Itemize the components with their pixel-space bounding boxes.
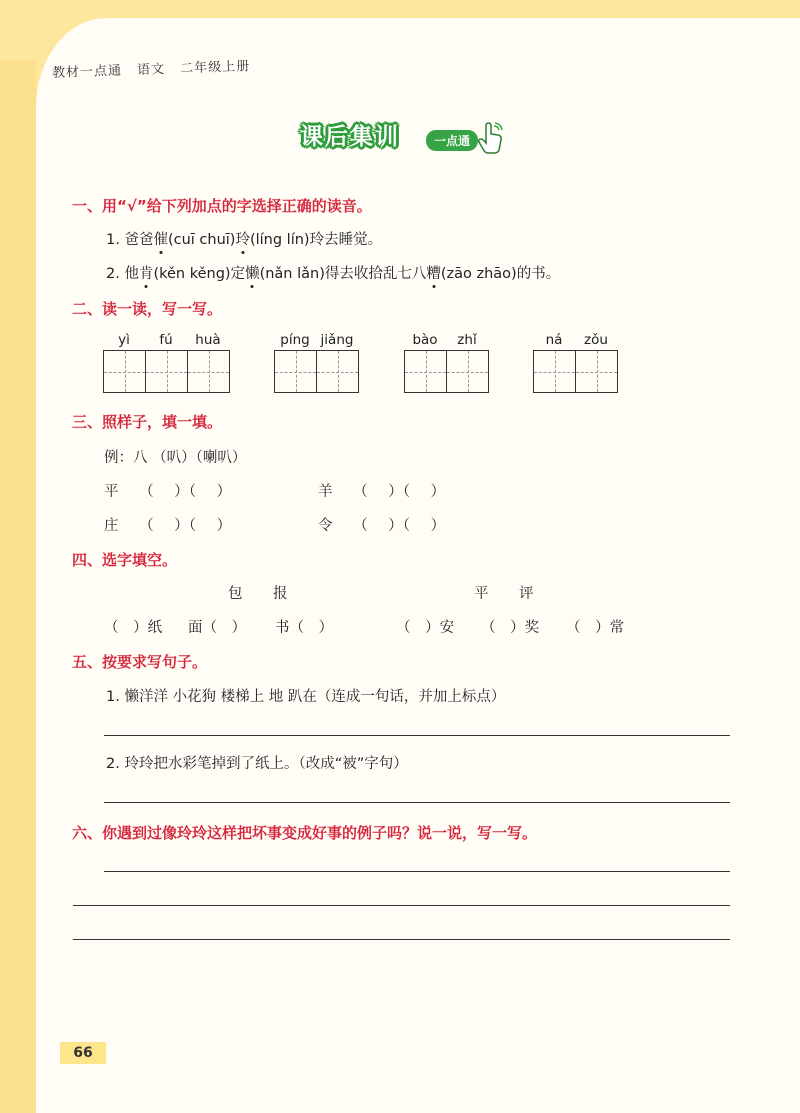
writing-grid-3 bbox=[404, 332, 488, 393]
pinyin-label: zhǐ bbox=[457, 332, 477, 348]
s1-q2-dotted-char: 肯 bbox=[138, 266, 154, 282]
answer-line[interactable] bbox=[73, 939, 730, 940]
pinyin-label: zǒu bbox=[584, 332, 608, 348]
s1-q2-pinyin-2: (nǎn lǎn)得去收拾乱七八 bbox=[259, 266, 427, 282]
s1-q2-dotted-char-2: 懒 bbox=[245, 266, 260, 282]
banner-title: 课后集训 bbox=[300, 124, 400, 150]
section-2-title: 二、读一读，写一写。 bbox=[72, 300, 223, 318]
fill-blank-item: （ ）常 bbox=[566, 620, 625, 636]
page-edge-stripe bbox=[0, 60, 36, 1113]
s5-question-1: 1. 懒洋洋 小花狗 楼梯上 地 趴在（连成一句话，并加上标点） bbox=[106, 689, 506, 705]
subject-label: 语文 bbox=[136, 62, 166, 79]
s5-question-2: 2. 玲玲把水彩笔掉到了纸上。（改成“被”字句） bbox=[106, 756, 408, 772]
grade-label: 二年级上册 bbox=[180, 59, 251, 77]
writing-box[interactable] bbox=[446, 350, 489, 393]
section-banner bbox=[300, 112, 510, 162]
answer-line[interactable] bbox=[104, 735, 730, 736]
section-4-title: 四、选字填空。 bbox=[72, 551, 178, 569]
writing-box[interactable] bbox=[103, 350, 146, 393]
s1-q2-part-a: 2. 他 bbox=[106, 266, 139, 282]
writing-grid-4 bbox=[533, 332, 617, 393]
section-5-title: 五、按要求写句子。 bbox=[72, 653, 208, 671]
answer-line[interactable] bbox=[104, 802, 730, 803]
choice-char: 报 bbox=[273, 586, 288, 602]
s1-q2-dotted-char-3: 糟 bbox=[426, 266, 441, 282]
choice-char: 评 bbox=[519, 586, 534, 602]
writing-box[interactable] bbox=[404, 350, 447, 393]
writing-box[interactable] bbox=[533, 350, 576, 393]
s1-q1-pinyin-2: (líng lín)玲去睡觉。 bbox=[249, 232, 383, 248]
s1-question-2 bbox=[106, 262, 560, 283]
s1-q1-dotted-char: 催 bbox=[153, 232, 168, 248]
writing-box[interactable] bbox=[187, 350, 230, 393]
s1-question-1 bbox=[106, 228, 382, 249]
answer-line[interactable] bbox=[73, 905, 730, 906]
fill-blank-item: 书（ ） bbox=[275, 620, 334, 636]
s3-row-2-left: 庄 （ ）（ ） bbox=[104, 518, 232, 534]
s3-row-2-right: 令 （ ）（ ） bbox=[318, 518, 446, 534]
choice-char: 平 bbox=[474, 586, 489, 602]
s1-q2-pinyin-3: (zāo zhāo)的书。 bbox=[440, 266, 561, 282]
section-1-title: 一、用“√”给下列加点的字选择正确的读音。 bbox=[72, 197, 372, 215]
answer-line[interactable] bbox=[104, 871, 730, 872]
section-3-title: 三、照样子，填一填。 bbox=[72, 413, 223, 431]
s1-q2-pinyin-1: (kěn kěng)定 bbox=[153, 266, 246, 282]
pinyin-label: huà bbox=[195, 332, 221, 348]
s1-q1-dotted-char-2: 玲 bbox=[235, 232, 250, 248]
pinyin-label: jiǎng bbox=[320, 332, 354, 348]
fill-blank-item: （ ）奖 bbox=[481, 620, 540, 636]
page-number: 66 bbox=[60, 1042, 106, 1064]
writing-grid-2 bbox=[274, 332, 358, 393]
s3-example: 例：八 （叭）（喇叭） bbox=[104, 450, 247, 466]
pinyin-label: yì bbox=[118, 332, 130, 348]
pinyin-label: píng bbox=[280, 332, 310, 348]
fill-blank-item: （ ）安 bbox=[396, 620, 455, 636]
fill-blank-item: （ ）纸 bbox=[104, 620, 163, 636]
pointing-hand-icon bbox=[476, 122, 504, 154]
writing-box[interactable] bbox=[575, 350, 618, 393]
s1-q1-pinyin-1: (cuī chuī) bbox=[167, 232, 236, 248]
section-6-title: 六、你遇到过像玲玲这样把坏事变成好事的例子吗？说一说，写一写。 bbox=[72, 824, 538, 842]
s3-row-1-left: 平 （ ）（ ） bbox=[104, 484, 232, 500]
pinyin-label: bào bbox=[412, 332, 438, 348]
pinyin-label: fú bbox=[159, 332, 173, 348]
writing-box[interactable] bbox=[274, 350, 317, 393]
s3-row-1-right: 羊 （ ）（ ） bbox=[318, 484, 446, 500]
fill-blank-item: 面（ ） bbox=[188, 620, 247, 636]
writing-box[interactable] bbox=[316, 350, 359, 393]
banner-subtitle: 一点通 bbox=[426, 130, 478, 151]
choice-char: 包 bbox=[228, 586, 243, 602]
pinyin-label: ná bbox=[545, 332, 563, 348]
book-title: 教材一点通 bbox=[51, 63, 123, 81]
writing-grid-1 bbox=[103, 332, 229, 393]
s1-q1-part-a: 1. 爸爸 bbox=[106, 232, 154, 248]
writing-box[interactable] bbox=[145, 350, 188, 393]
